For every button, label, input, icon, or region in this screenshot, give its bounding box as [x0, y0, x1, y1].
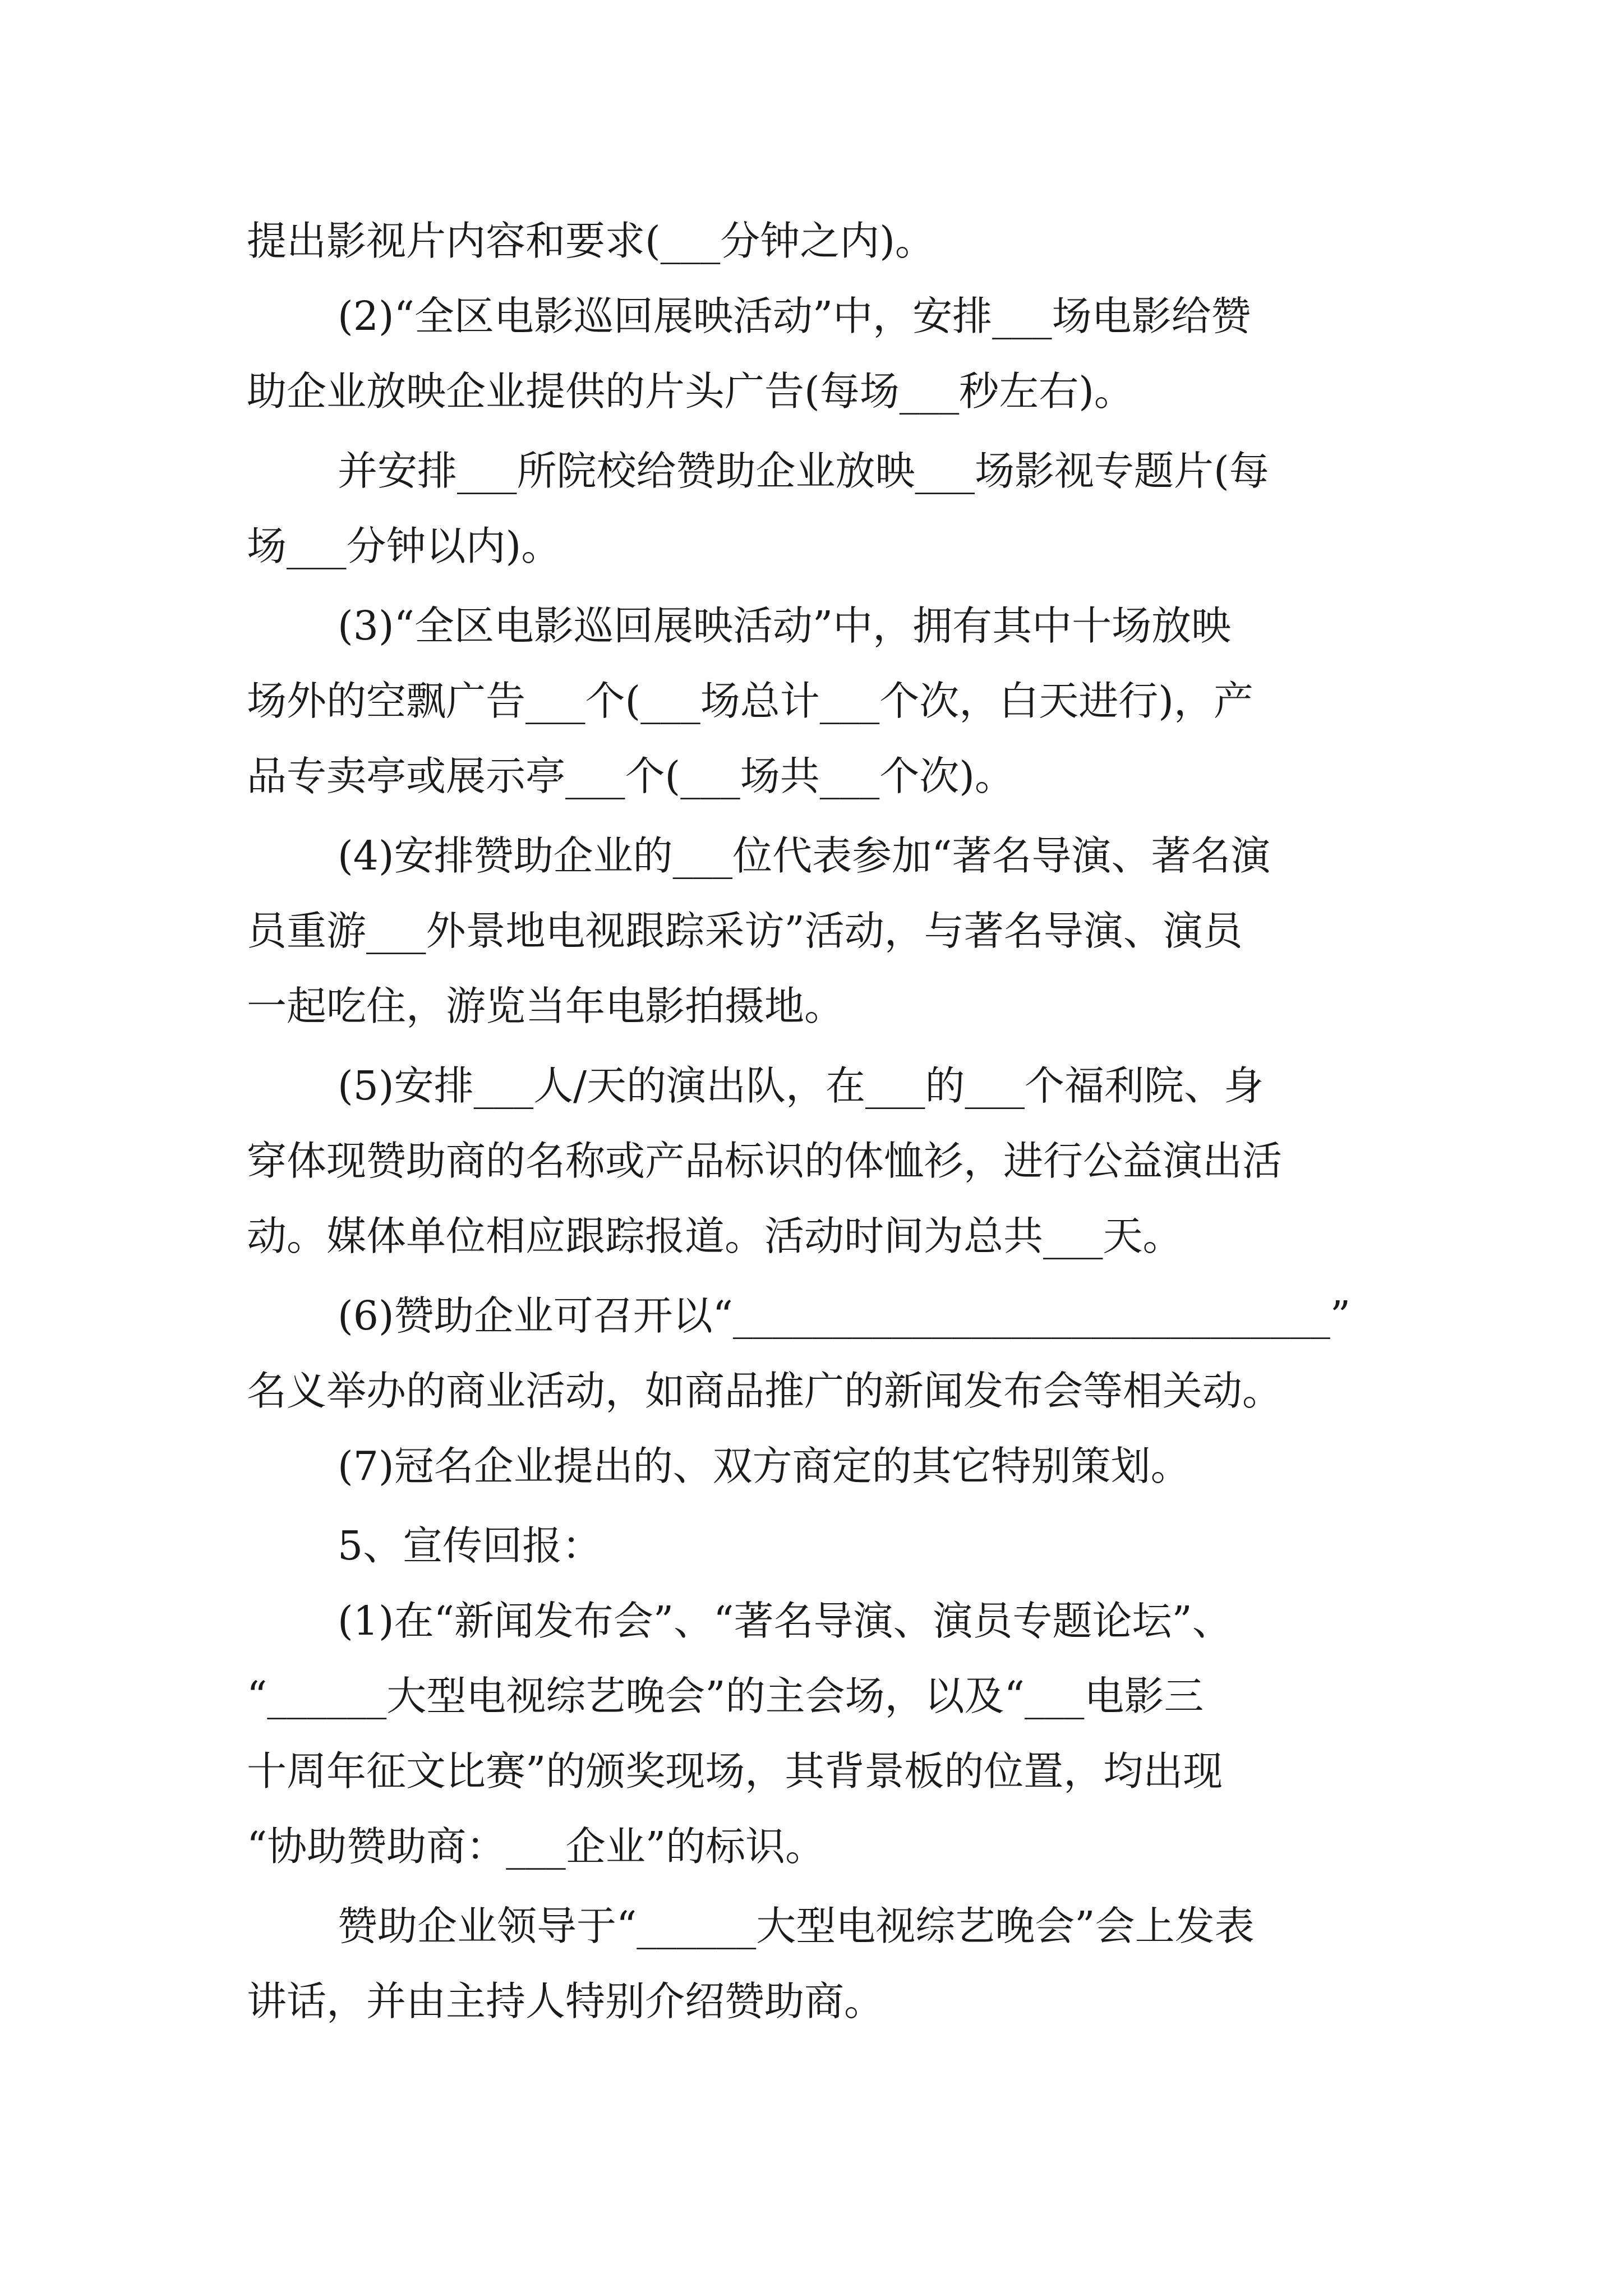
text-line: (4)安排赞助企业的___位代表参加“著名导演、著名演: [338, 832, 1271, 879]
text-line: “协助赞助商：___企业”的标识。: [247, 1823, 826, 1870]
text-line: 十周年征文比赛”的颁奖现场，其背景板的位置，均出现: [247, 1748, 1223, 1795]
text-line: 名义举办的商业活动，如商品推广的新闻发布会等相关动。: [247, 1368, 1283, 1414]
text-line: (5)安排___人/天的演出队，在___的___个福利院、身: [338, 1062, 1264, 1109]
text-line: 一起吃住，游览当年电影拍摄地。: [247, 983, 845, 1029]
text-line: 讲话，并由主持人特别介绍赞助商。: [247, 1978, 884, 2024]
text-line: 5、宣传回报：: [338, 1522, 602, 1569]
text-line: (6)赞助企业可召开以“______________________________”: [338, 1292, 1351, 1339]
text-line: (7)冠名企业提出的、双方商定的其它特别策划。: [338, 1443, 1191, 1489]
text-line: 场___分钟以内)。: [247, 523, 561, 569]
text-line: 助企业放映企业提供的片头广告(每场___秒左右)。: [247, 368, 1134, 415]
text-line: “______大型电视综艺晚会”的主会场，以及“___电影三: [247, 1673, 1204, 1719]
text-line: 场外的空飘广告___个(___场总计___个次，白天进行)，产: [247, 678, 1253, 724]
text-line: (3)“全区电影巡回展映活动”中，拥有其中十场放映: [338, 602, 1232, 649]
text-line: 赞助企业领导于“______大型电视综艺晚会”会上发表: [338, 1903, 1255, 1949]
text-line: 员重游___外景地电视跟踪采访”活动，与著名导演、演员: [247, 908, 1243, 954]
text-line: 并安排___所院校给赞助企业放映___场影视专题片(每: [338, 448, 1269, 494]
text-line: 动。媒体单位相应跟踪报道。活动时间为总共___天。: [247, 1213, 1183, 1259]
text-line: 穿体现赞助商的名称或产品标识的体恤衫，进行公益演出活: [247, 1138, 1283, 1184]
text-line: (1)在“新闻发布会”、“著名导演、演员专题论坛”、: [338, 1598, 1232, 1644]
text-line: 提出影视片内容和要求(___分钟之内)。: [247, 218, 935, 264]
text-line: 品专卖亭或展示亭___个(___场共___个次)。: [247, 753, 1015, 799]
text-line: (2)“全区电影巡回展映活动”中，安排___场电影给赞: [338, 293, 1251, 339]
